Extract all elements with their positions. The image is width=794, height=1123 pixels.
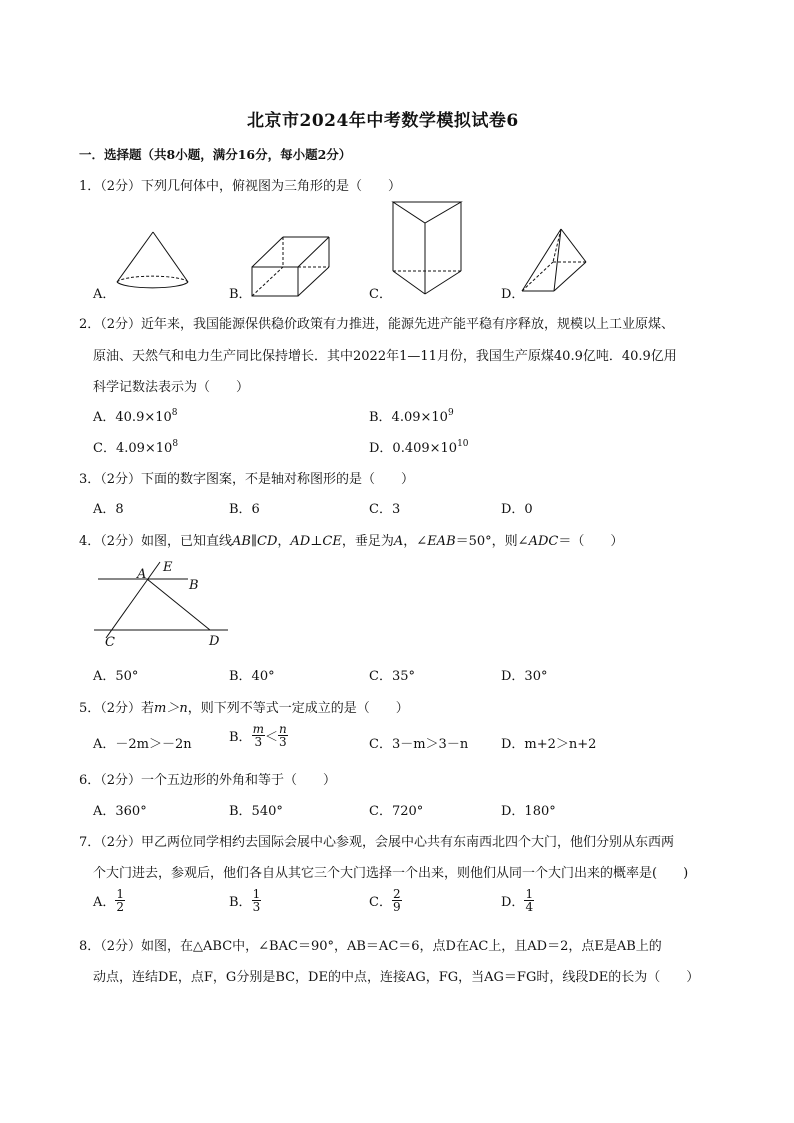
- fraction: [115, 888, 125, 913]
- option-a-exponent: 8: [171, 408, 178, 418]
- fraction: [252, 888, 262, 913]
- numerator: 1: [252, 887, 261, 901]
- question-4-option-c[interactable]: C．35°: [369, 669, 415, 684]
- question-3-option-d[interactable]: D．0: [501, 502, 533, 517]
- q4-text: ＝50°，则∠: [455, 534, 529, 549]
- question-5-stem: [79, 697, 409, 716]
- fraction-m-over-3: [252, 723, 265, 748]
- question-5-option-d[interactable]: D．m+2＞n+2: [501, 737, 597, 752]
- option-b-exponent: 9: [447, 408, 454, 418]
- question-7-option-b[interactable]: [229, 888, 261, 913]
- q4-text: 4．（2分）如图，已知直线: [79, 534, 233, 549]
- question-7-line-2: 个大门进去，参观后，他们各自从其它三个大门选择一个出来，则他们从同一个大门出来的概率是( ): [93, 866, 689, 881]
- q4-text: ＝（ ）: [558, 534, 624, 549]
- denominator: 4: [525, 900, 534, 914]
- option-d-base: D．0.409×10: [369, 441, 458, 456]
- figure-label-a: A: [137, 567, 147, 582]
- page-title: 北京市2024年中考数学模拟试卷6: [247, 111, 519, 131]
- fraction: [392, 888, 402, 913]
- less-than-sign: ＜: [264, 730, 278, 745]
- question-4-option-b[interactable]: B．40°: [229, 669, 275, 684]
- figure-label-c: C: [105, 635, 115, 650]
- denominator: 3: [252, 900, 261, 914]
- question-2-line-3: 科学记数法表示为（ ）: [93, 380, 250, 395]
- question-1-stem: 1．（2分）下列几何体中，俯视图为三角形的是（ ）: [79, 179, 402, 194]
- option-c-base: C．4.09×10: [93, 441, 173, 456]
- numerator: 1: [525, 887, 534, 901]
- q4-point: A: [393, 534, 404, 549]
- fraction-n-over-3: [278, 723, 288, 748]
- denominator: 2: [116, 900, 125, 914]
- fraction: [524, 888, 534, 913]
- question-3-option-c[interactable]: C．3: [369, 502, 401, 517]
- option-b-base: B．4.09×10: [369, 410, 448, 425]
- denominator: 3: [279, 735, 287, 749]
- section-heading: 一．选择题（共8小题，满分16分，每小题2分）: [79, 147, 352, 162]
- q4-angle: ADC: [528, 534, 559, 549]
- question-7-line-1: 7．（2分）甲乙两位同学相约去国际会展中心参观，会展中心共有东南西北四个大门，他们分别从东西两: [79, 835, 675, 850]
- figure-label-e: E: [163, 560, 173, 575]
- q4-parallel: AB∥CD: [232, 534, 278, 549]
- question-6-stem: 6．（2分）一个五边形的外角和等于（ ）: [79, 773, 337, 788]
- q5-condition: m＞n: [154, 701, 188, 716]
- q4-angle: EAB: [427, 534, 456, 549]
- question-2-line-1: 2．（2分）近年来，我国能源保供稳价政策有力推进，能源先进产能平稳有序释放，规模以上工业原煤、: [79, 317, 675, 332]
- option-d-exponent: 10: [457, 439, 469, 449]
- question-3-option-a[interactable]: A．8: [93, 502, 124, 517]
- question-4-option-d[interactable]: D．30°: [501, 669, 548, 684]
- denominator: 9: [392, 900, 401, 914]
- question-6-option-a[interactable]: A．360°: [93, 804, 147, 819]
- option-label: B．: [229, 895, 252, 910]
- q5-text: 5．（2分）若: [79, 701, 155, 716]
- numerator: 2: [392, 887, 401, 901]
- option-a-base: A．40.9×10: [93, 410, 172, 425]
- option-label: D．: [501, 895, 525, 910]
- question-1-option-a[interactable]: A．: [93, 287, 116, 302]
- q4-text: ，: [277, 534, 291, 549]
- q4-perpendicular: AD⊥CE: [290, 534, 342, 549]
- q4-text: ，垂足为: [341, 534, 394, 549]
- question-2-line-2: 原油、天然气和电力生产同比保持增长．其中2022年1—11月份，我国生产原煤40.9亿吨．40.9亿用: [93, 349, 677, 364]
- question-5-option-b[interactable]: [229, 723, 288, 748]
- question-8-line-2: 动点，连结DE，点F，G分别是BC，DE的中点，连接AG，FG，当AG＝FG时，线段DE的长为（ ）: [93, 970, 700, 985]
- option-c-exponent: 8: [172, 439, 179, 449]
- question-3-option-b[interactable]: B．6: [229, 502, 260, 517]
- figure-label-b: B: [189, 578, 199, 593]
- numerator: m: [252, 722, 264, 736]
- question-3-stem: 3．（2分）下面的数字图案，不是轴对称图形的是（ ）: [79, 472, 415, 487]
- question-1-option-c[interactable]: C．: [369, 287, 392, 302]
- question-4-option-a[interactable]: A．50°: [93, 669, 139, 684]
- question-7-option-a[interactable]: [93, 888, 125, 913]
- question-1-option-d[interactable]: D．: [501, 287, 525, 302]
- question-7-option-d[interactable]: [501, 888, 534, 913]
- option-b-label: B．: [229, 730, 252, 745]
- question-6-option-c[interactable]: C．720°: [369, 804, 424, 819]
- question-5-option-a[interactable]: A．－2m＞－2n: [93, 737, 192, 752]
- q4-text: ，∠: [403, 534, 428, 549]
- question-6-option-b[interactable]: B．540°: [229, 804, 283, 819]
- question-8-line-1: 8．（2分）如图，在△ABC中，∠BAC＝90°，AB＝AC＝6，点D在AC上，且AD＝2，点E是AB上的: [79, 939, 662, 954]
- question-7-option-c[interactable]: [369, 888, 402, 913]
- denominator: 3: [254, 735, 263, 749]
- option-label: C．: [369, 895, 392, 910]
- numerator: 1: [116, 887, 125, 901]
- figure-label-d: D: [209, 634, 220, 649]
- question-1-option-b[interactable]: B．: [229, 287, 252, 302]
- numerator: n: [278, 722, 287, 736]
- option-label: A．: [93, 895, 116, 910]
- q5-text: ，则下列不等式一定成立的是（ ）: [187, 701, 409, 716]
- question-5-option-c[interactable]: C．3－m＞3－n: [369, 737, 469, 752]
- question-6-option-d[interactable]: D．180°: [501, 804, 556, 819]
